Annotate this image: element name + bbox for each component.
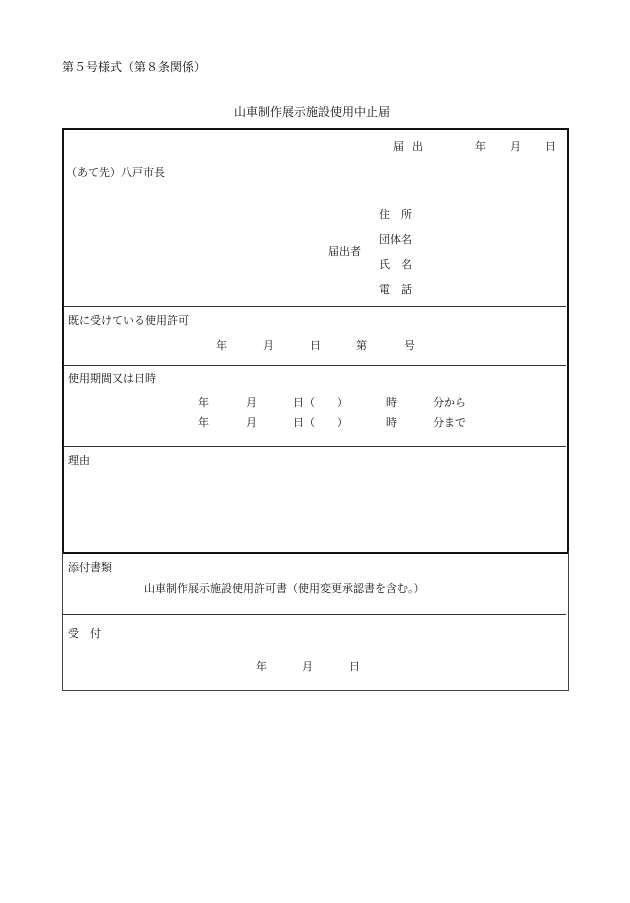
period-to-day: 日（ ）	[293, 416, 348, 429]
permit-month: 月	[263, 339, 274, 352]
period-from-hour: 時	[386, 396, 397, 409]
submission-month: 月	[510, 140, 521, 153]
divider-period	[63, 365, 566, 366]
reception-day: 日	[349, 660, 360, 673]
permit-day: 日	[310, 339, 321, 352]
divider-permit	[63, 306, 566, 307]
form-lower-box	[62, 551, 569, 691]
applicant-label: 届出者	[328, 245, 361, 258]
submission-label: 届出	[393, 140, 431, 153]
permit-dai: 第	[356, 339, 367, 352]
period-from-month: 月	[246, 396, 257, 409]
period-to-year: 年	[198, 416, 209, 429]
addressee: （あて先）八戸市長	[66, 166, 165, 179]
submission-year: 年	[475, 140, 486, 153]
submission-day: 日	[545, 140, 556, 153]
applicant-address-label: 住 所	[379, 208, 412, 221]
permit-go: 号	[404, 339, 415, 352]
attachments-label: 添付書類	[68, 561, 112, 574]
period-to-month: 月	[246, 416, 257, 429]
reception-month: 月	[302, 660, 313, 673]
permit-year: 年	[216, 339, 227, 352]
document-title: 山車制作展示施設使用中止届	[234, 105, 391, 119]
attachments-content: 山車制作展示施設使用許可書（使用変更承認書を含む。）	[144, 582, 425, 595]
permit-label: 既に受けている使用許可	[68, 314, 189, 327]
divider-reception	[63, 614, 566, 615]
period-from-year: 年	[198, 396, 209, 409]
reason-label: 理由	[68, 454, 90, 467]
period-to-minute: 分まで	[433, 416, 466, 429]
reception-year: 年	[256, 660, 267, 673]
period-from-day: 日（ ）	[293, 396, 348, 409]
reception-label: 受 付	[68, 627, 101, 640]
period-from-minute: 分から	[433, 396, 466, 409]
applicant-phone-label: 電 話	[379, 283, 412, 296]
applicant-group-label: 団体名	[379, 233, 412, 246]
period-to-hour: 時	[386, 416, 397, 429]
divider-reason	[63, 446, 566, 447]
form-number: 第５号様式（第８条関係）	[62, 60, 207, 74]
applicant-name-label: 氏 名	[379, 258, 412, 271]
period-label: 使用期間又は日時	[68, 372, 156, 385]
